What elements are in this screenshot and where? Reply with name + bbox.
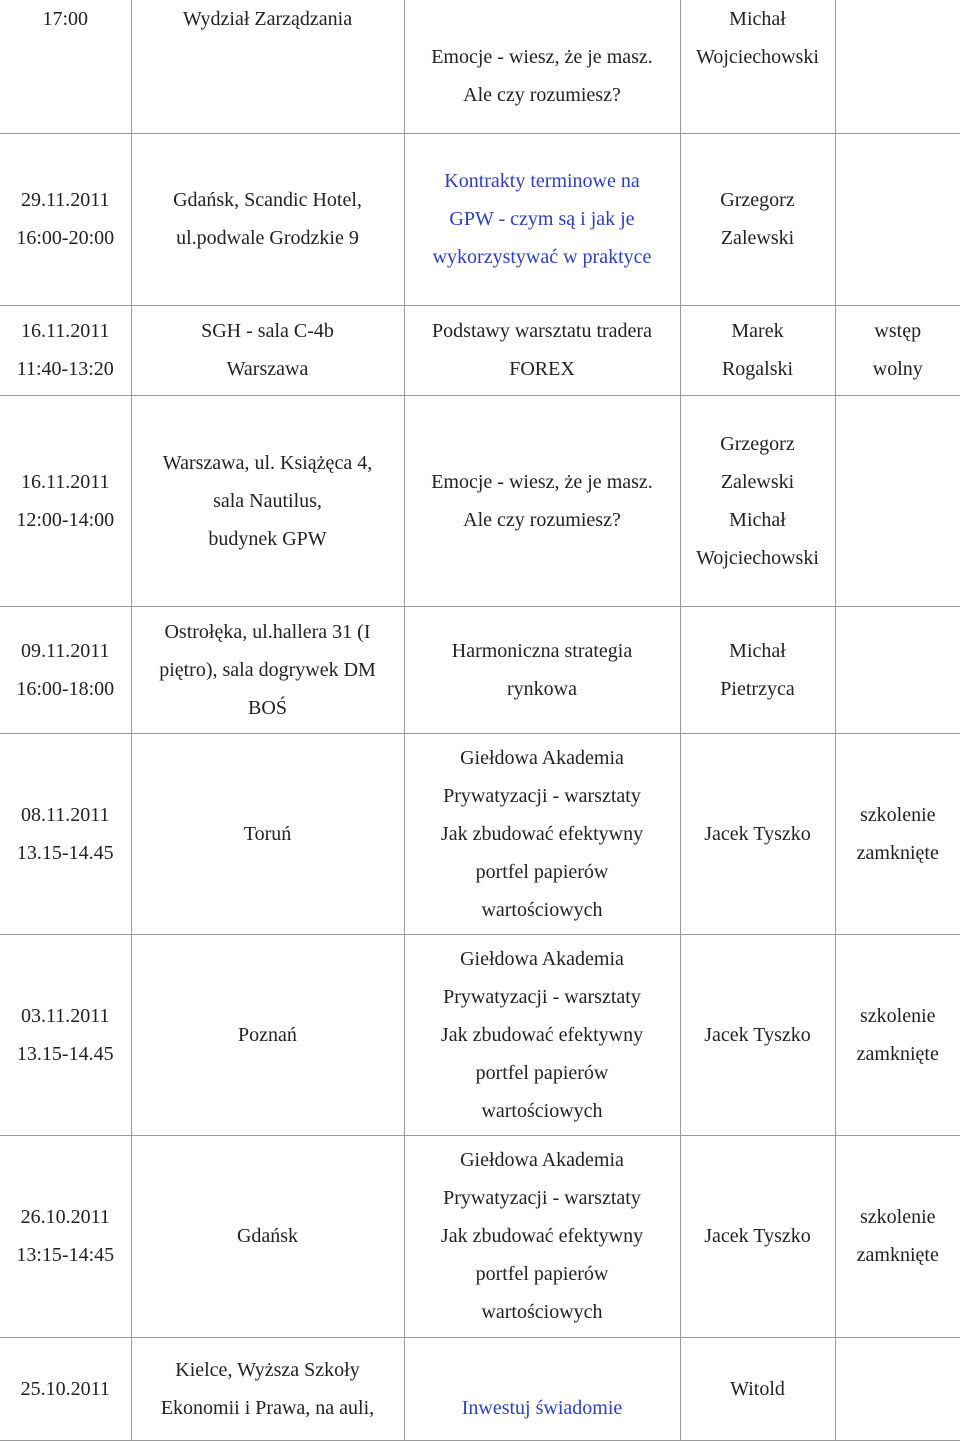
place-line: sala Nautilus,	[213, 489, 322, 512]
speaker-line: Marek	[731, 320, 784, 342]
event-speaker-cell	[680, 1337, 835, 1440]
date-line: 16:00-20:00	[16, 227, 115, 249]
event-location-cell	[131, 0, 404, 133]
topic-line: portfel papierów	[475, 860, 609, 883]
event-location-cell	[131, 934, 404, 1135]
topic-line: Kontrakty terminowe na	[444, 170, 640, 192]
topic-line: wartościowych	[481, 1301, 603, 1323]
table-row	[0, 305, 960, 395]
event-date-cell	[0, 305, 131, 395]
place-line: Gdańsk, Scandic Hotel,	[173, 189, 362, 211]
speaker-line: Witold	[730, 1377, 785, 1400]
event-date-cell	[0, 733, 131, 934]
event-speaker-cell	[680, 733, 835, 934]
topic-line: Jak zbudować efektywny	[440, 1023, 644, 1046]
topic-line: GPW - czym są i jak je	[449, 208, 635, 230]
table-row	[0, 133, 960, 305]
speaker-line: Zalewski	[720, 227, 795, 249]
place-line: Ekonomii i Prawa, na auli,	[160, 1396, 375, 1419]
topic-line: Prywatyzacji - warsztaty	[443, 985, 641, 1008]
table-row	[0, 0, 960, 133]
topic-line	[409, 0, 676, 38]
speaker-line: Wojciechowski	[696, 46, 819, 68]
place-line: budynek GPW	[208, 527, 327, 550]
topic-line: Ale czy rozumiesz?	[463, 84, 621, 106]
speaker-line: Jacek Tyszko	[704, 1225, 811, 1247]
topic-line: Inwestuj świadomie	[461, 1396, 623, 1419]
date-line: 13.15-14.45	[16, 841, 114, 864]
place-line: Kielce, Wyższa Szkoły	[175, 1358, 360, 1381]
table-row	[0, 1337, 960, 1440]
event-note-cell	[835, 133, 960, 305]
event-location-cell	[131, 133, 404, 305]
place-line: Gdańsk	[236, 1225, 299, 1247]
date-line: 16.11.2011	[20, 320, 110, 342]
event-topic-cell	[404, 934, 680, 1135]
note-line: zamknięte	[856, 1042, 939, 1065]
date-line: 11:40-13:20	[16, 358, 114, 380]
event-date-cell	[0, 395, 131, 606]
place-line: BOŚ	[248, 696, 287, 719]
table-row	[0, 606, 960, 733]
speaker-line: Jacek Tyszko	[704, 1023, 811, 1046]
note-line: zamknięte	[856, 1244, 939, 1266]
event-note-cell	[835, 934, 960, 1135]
event-speaker-cell	[680, 1135, 835, 1337]
date-line: 12:00-14:00	[16, 508, 115, 531]
event-topic-cell	[404, 305, 680, 395]
place-line: Warszawa, ul. Książęca 4,	[162, 451, 373, 474]
topic-line: Giełdowa Akademia	[460, 1149, 624, 1171]
topic-line: Emocje - wiesz, że je masz.	[431, 46, 653, 68]
event-location-cell	[131, 305, 404, 395]
event-date-cell	[0, 1135, 131, 1337]
table-row	[0, 1135, 960, 1337]
date-line: 03.11.2011	[20, 1004, 110, 1027]
topic-line	[409, 1351, 676, 1389]
event-topic-cell	[404, 1135, 680, 1337]
date-line: 13.15-14.45	[16, 1042, 114, 1065]
speaker-line: Michał	[729, 508, 786, 531]
date-line: 26.10.2011	[20, 1206, 110, 1228]
event-date-cell	[0, 606, 131, 733]
event-location-cell	[131, 395, 404, 606]
note-line: szkolenie	[859, 1004, 936, 1027]
topic-line: portfel papierów	[475, 1263, 609, 1285]
date-line: 16.11.2011	[20, 470, 110, 493]
event-note-cell	[835, 1337, 960, 1440]
table-row	[0, 733, 960, 934]
topic-line: Giełdowa Akademia	[460, 947, 624, 970]
topic-line: Harmoniczna strategia	[451, 639, 633, 662]
topic-line: Prywatyzacji - warsztaty	[443, 1187, 641, 1209]
topic-line: Giełdowa Akademia	[460, 746, 624, 769]
place-line: Poznań	[238, 1023, 297, 1046]
place-line: Toruń	[243, 822, 292, 845]
date-line: 08.11.2011	[20, 803, 110, 826]
event-date-cell	[0, 934, 131, 1135]
topic-line: Ale czy rozumiesz?	[463, 508, 621, 531]
table-row	[0, 934, 960, 1135]
event-speaker-cell	[680, 0, 835, 133]
place-line: Warszawa	[226, 358, 309, 380]
place-line: Ostrołęka, ul.hallera 31 (I	[164, 620, 371, 643]
note-line: szkolenie	[859, 803, 936, 826]
topic-line: Prywatyzacji - warsztaty	[443, 784, 641, 807]
event-location-cell	[131, 606, 404, 733]
place-line: Wydział Zarządzania	[182, 8, 353, 30]
place-line: SGH - sala C-4b	[201, 320, 334, 342]
speaker-line: Grzegorz	[720, 432, 795, 455]
topic-line: wartościowych	[481, 898, 603, 921]
topic-line: FOREX	[509, 358, 575, 380]
event-note-cell	[835, 1135, 960, 1337]
note-line: zamknięte	[856, 841, 939, 864]
event-note-cell	[835, 733, 960, 934]
date-line: 13:15-14:45	[16, 1244, 115, 1266]
event-topic-cell	[404, 606, 680, 733]
speaker-line: Zalewski	[720, 470, 795, 493]
event-speaker-cell	[680, 934, 835, 1135]
date-line: 29.11.2011	[20, 189, 110, 211]
event-topic-cell	[404, 133, 680, 305]
event-note-cell	[835, 0, 960, 133]
speaker-line: Jacek Tyszko	[704, 822, 811, 845]
topic-line: rynkowa	[507, 677, 577, 700]
event-speaker-cell	[680, 305, 835, 395]
note-line: wolny	[872, 358, 923, 380]
event-topic-cell	[404, 395, 680, 606]
event-note-cell	[835, 395, 960, 606]
table-row	[0, 395, 960, 606]
topic-line: Jak zbudować efektywny	[440, 822, 644, 845]
topic-line: Podstawy warsztatu tradera	[432, 320, 652, 342]
event-date-cell	[0, 0, 131, 133]
event-location-cell	[131, 1337, 404, 1440]
topic-line: wykorzystywać w praktyce	[432, 246, 652, 268]
note-line: wstęp	[874, 320, 922, 342]
note-line: szkolenie	[859, 1206, 936, 1228]
speaker-line: Wojciechowski	[696, 546, 819, 569]
event-topic-cell	[404, 733, 680, 934]
topic-line: Jak zbudować efektywny	[440, 1225, 644, 1247]
date-line: 17:00	[42, 8, 89, 30]
event-note-cell	[835, 606, 960, 733]
event-topic-cell	[404, 0, 680, 133]
event-speaker-cell	[680, 395, 835, 606]
event-date-cell	[0, 133, 131, 305]
topic-line: portfel papierów	[475, 1061, 609, 1084]
event-note-cell	[835, 305, 960, 395]
event-location-cell	[131, 733, 404, 934]
speaker-line: Rogalski	[721, 358, 794, 380]
date-line: 25.10.2011	[20, 1377, 110, 1400]
place-line: ul.podwale Grodzkie 9	[176, 227, 359, 249]
speaker-line: Michał	[729, 8, 786, 30]
speaker-line: Pietrzyca	[720, 677, 795, 700]
event-speaker-cell	[680, 133, 835, 305]
event-location-cell	[131, 1135, 404, 1337]
topic-line: wartościowych	[481, 1099, 603, 1122]
place-line: piętro), sala dogrywek DM	[159, 658, 376, 681]
speaker-line: Michał	[729, 639, 786, 662]
event-speaker-cell	[680, 606, 835, 733]
topic-line: Emocje - wiesz, że je masz.	[431, 470, 653, 493]
event-date-cell	[0, 1337, 131, 1440]
event-topic-cell	[404, 1337, 680, 1440]
speaker-line: Grzegorz	[720, 189, 795, 211]
date-line: 16:00-18:00	[16, 677, 115, 700]
date-line: 09.11.2011	[20, 639, 110, 662]
